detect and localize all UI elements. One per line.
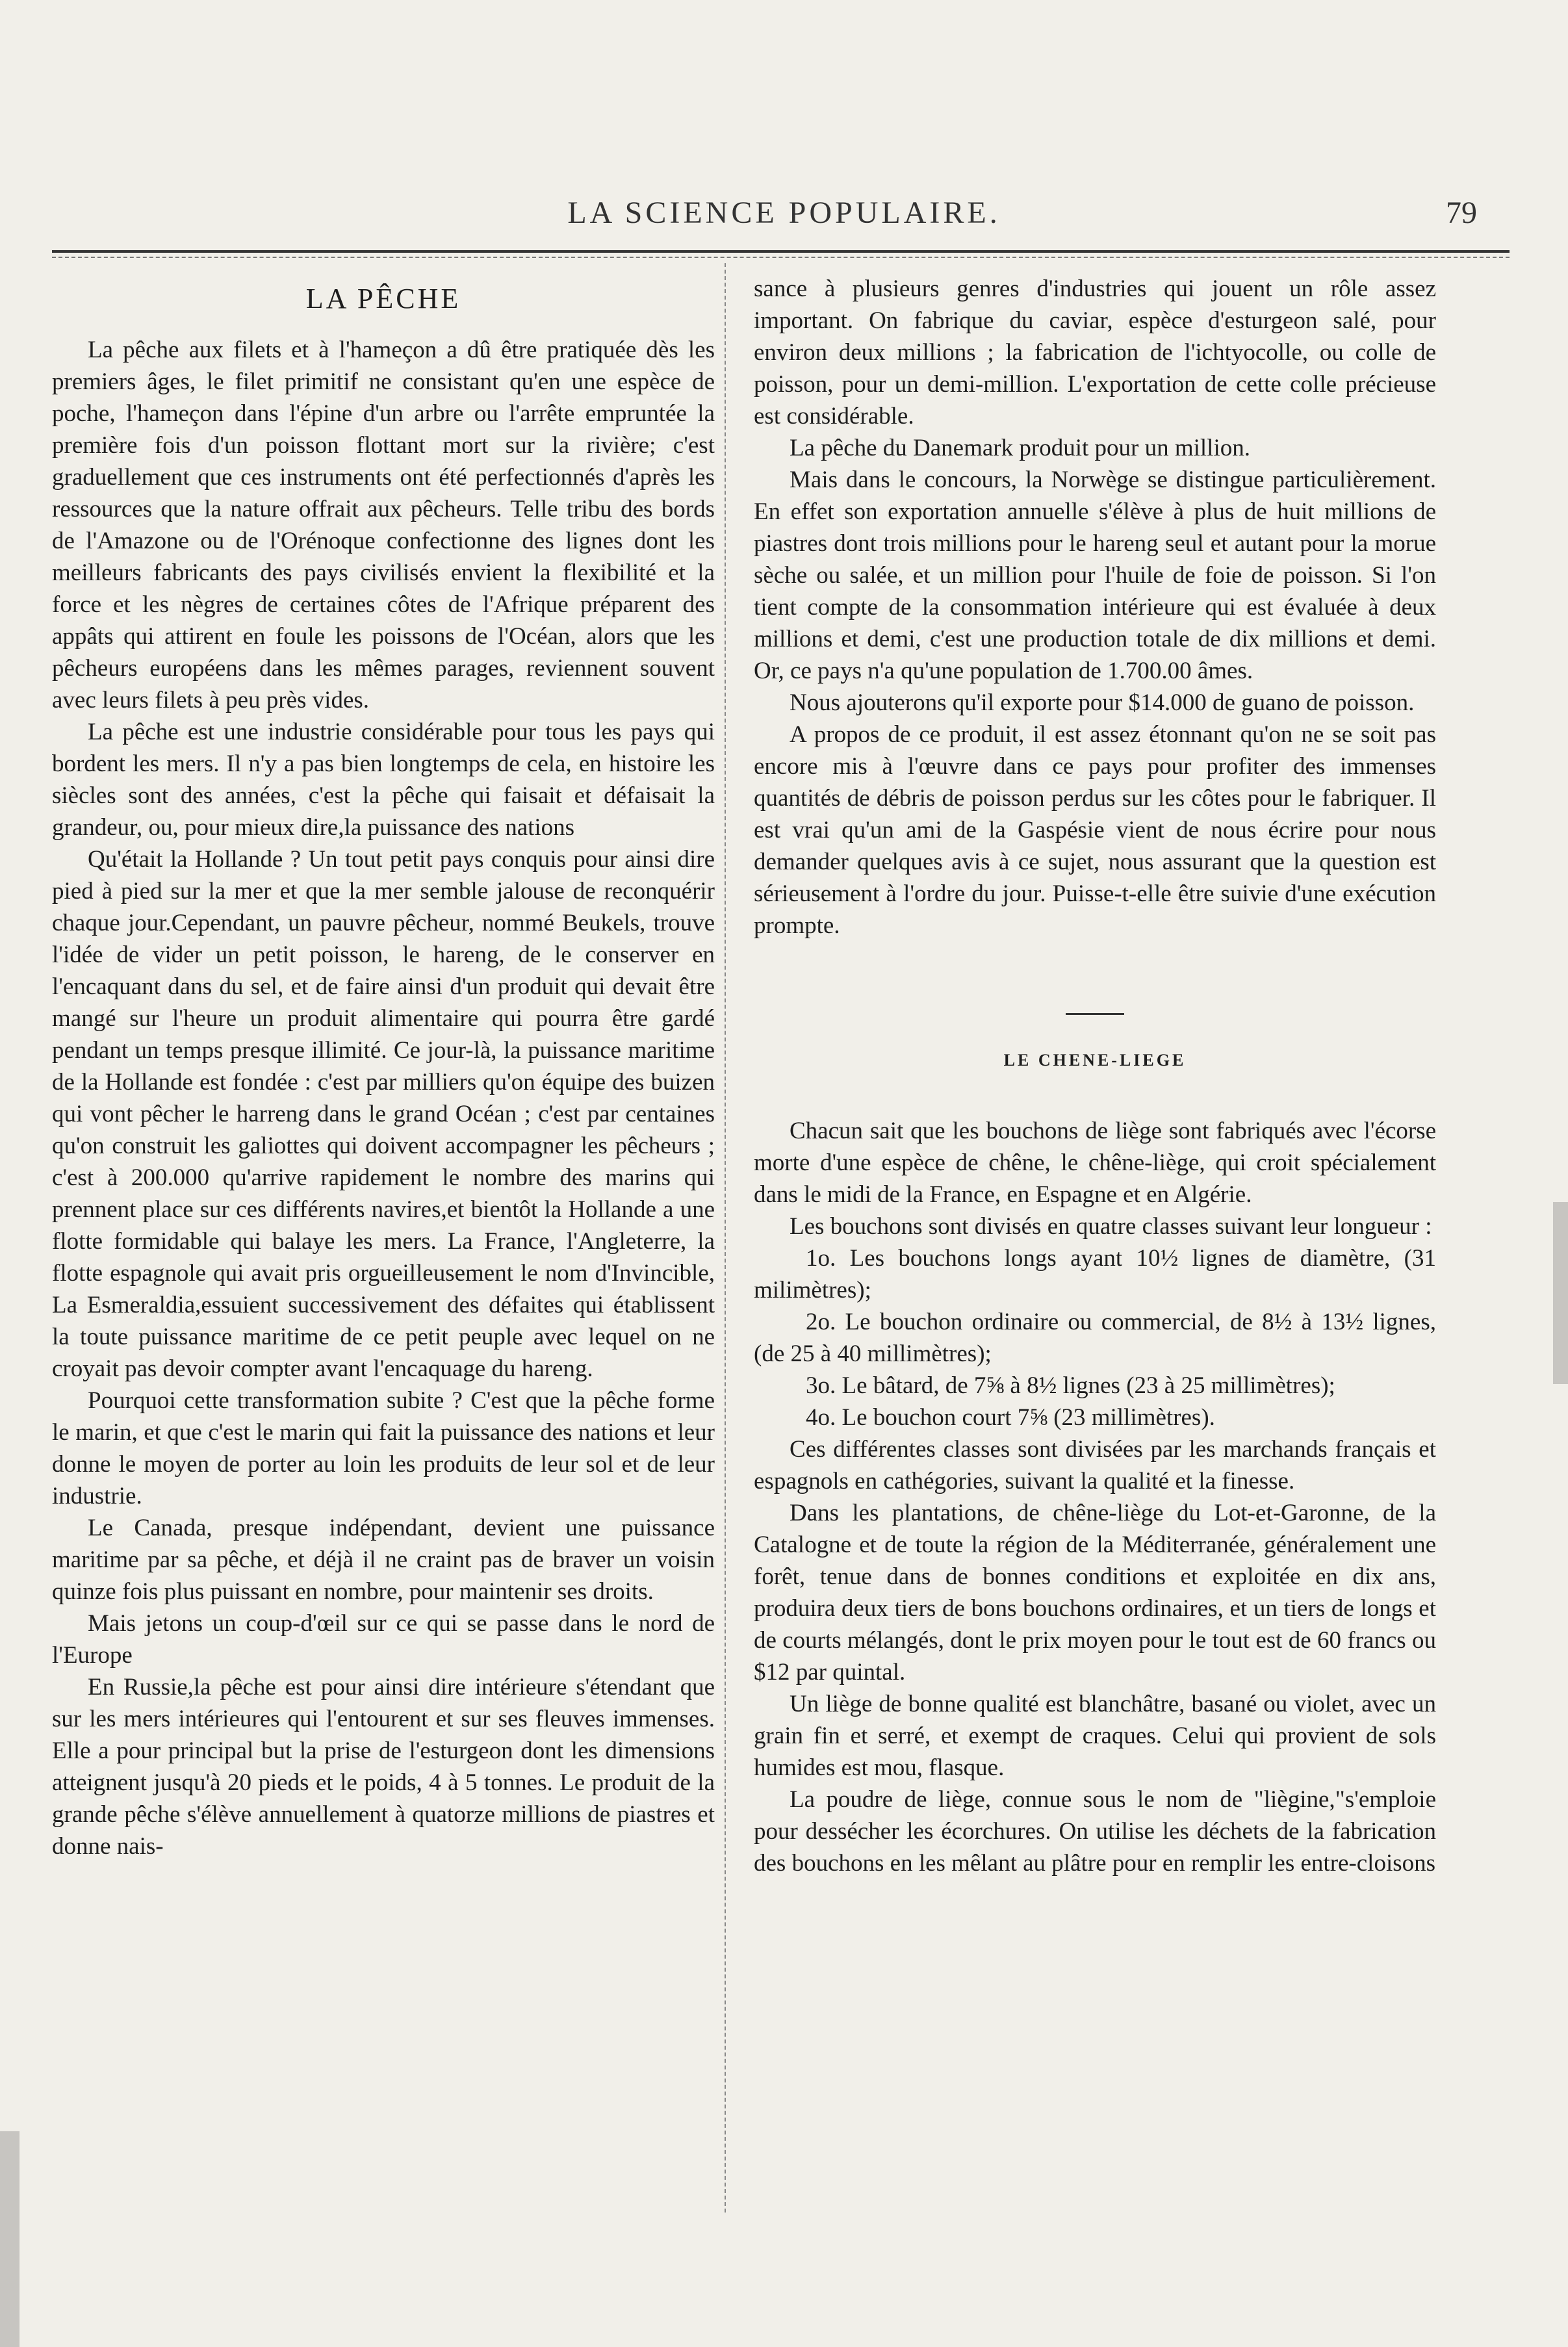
left-column bbox=[52, 273, 715, 1862]
paragraph: Mais dans le concours, la Norwège se distingue particulièrement. En effet son exportation annuelle s'élève à plus de huit millions de piastres dont trois millions pour le hareng seul et autant pour la morue sèche ou salée, et un million pour l'huile de foie de poisson. Si l'on tient compte de la consommation intérieure qui est évaluée à deux millions et demi, c'est une production totale de dix millions et demi. Or, ce pays n'a qu'une population de 1.700.00 âmes. bbox=[754, 467, 1436, 684]
paragraph: Ces différentes classes sont divisées par les marchands français et espagnols en cathégories, suivant la qualité et la finesse. bbox=[754, 1436, 1436, 1494]
paragraph: Les bouchons sont divisés en quatre classes suivant leur longueur : bbox=[790, 1213, 1432, 1240]
running-title: LA SCIENCE POPULAIRE. bbox=[567, 196, 1001, 230]
header-rule-dashed bbox=[52, 257, 1510, 258]
paragraph: La pêche du Danemark produit pour un million. bbox=[790, 435, 1250, 461]
paragraph: Pourquoi cette transformation subite ? C'est que la pêche forme le marin, et que c'est le marin qui fait la puissance des nations et leur donne le moyen de porter au loin les produits de leur sol et de leur industrie. bbox=[52, 1387, 715, 1509]
article-title-la-peche: LA PÊCHE bbox=[305, 283, 461, 314]
list-item: 3o. Le bâtard, de 7⅝ à 8½ lignes (23 à 25 millimètres); bbox=[806, 1372, 1335, 1399]
scan-edge-right bbox=[1553, 1202, 1568, 1384]
article-title-chene-liege: LE CHENE-LIEGE bbox=[1003, 1051, 1187, 1070]
paragraph: Chacun sait que les bouchons de liège sont fabriqués avec l'écorse morte d'une espèce de chêne, le chêne-liège, qui croit spécialement dans le midi de la France, en Espagne et en Algérie. bbox=[754, 1118, 1436, 1208]
list-item: 4o. Le bouchon court 7⅝ (23 millimètres). bbox=[806, 1404, 1215, 1431]
paragraph: Le Canada, presque indépendant, devient une puissance maritime par sa pêche, et déjà il ne craint pas de braver un voisin quinze fois plus puissant en nombre, pour maintenir ses droits. bbox=[52, 1515, 715, 1605]
list-item: 2o. Le bouchon ordinaire ou commercial, de 8½ à 13½ lignes, (de 25 à 40 millimètres); bbox=[754, 1309, 1436, 1367]
list-item: 1o. Les bouchons longs ayant 10½ lignes de diamètre, (31 milimètres); bbox=[754, 1245, 1436, 1303]
page-number: 79 bbox=[1446, 196, 1477, 230]
paragraph: Un liège de bonne qualité est blanchâtre, basané ou violet, avec un grain fin et serré, et exempt de craques. Celui qui provient de sols humides est mou, flasque. bbox=[754, 1691, 1436, 1781]
paragraph: sance à plusieurs genres d'industries qui jouent un rôle assez important. On fabrique du caviar, espèce d'esturgeon salé, pour environ deux millions ; la fabrication de l'ichtyocolle, ou colle de poisson, pour un demi-million. L'exportation de cette colle précieuse est considérable. bbox=[754, 276, 1436, 430]
column-divider bbox=[725, 263, 726, 2212]
paragraph: La poudre de liège, connue sous le nom de "liègine,"s'emploie pour dessécher les écorchures. On utilise les déchets de la fabrication des bouchons en les mêlant au plâtre pour en remplir les entre-cloisons bbox=[754, 1786, 1436, 1877]
scan-edge-left bbox=[0, 2131, 19, 2347]
paragraph: Nous ajouterons qu'il exporte pour $14.000 de guano de poisson. bbox=[790, 689, 1415, 716]
right-column bbox=[754, 273, 1436, 1879]
paragraph: Qu'était la Hollande ? Un tout petit pays conquis pour ainsi dire pied à pied sur la mer et que la mer semble jalouse de reconquérir chaque jour.Cependant, un pauvre pêcheur, nommé Beukels, trouve l'idée de vider un petit poisson, le hareng, de le conserver en l'encaquant dans du sel, et de faire ainsi d'un produit qui devait être mangé sur l'heure un produit alimentaire qui pourra être gardé pendant un temps presque illimité. Ce jour-là, la puissance maritime de la Hollande est fondée : c'est par milliers qu'on équipe des buizen qui vont pêcher le harreng dans le grand Océan ; c'est par centaines qu'on construit les galiottes qui doivent accompagner les pêcheurs ; c'est à 200.000 qu'arrive rapidement le nombre des marins qui prennent place sur ces différents navires,et bientôt la Hollande a une flotte formidable qui balaye les mers. La France, l'Angleterre, la flotte espagnole qui avait pris orgueilleusement le nom d'Invincible, La Esmeraldia,essuient successivement des défaites qui établissent la toute puissance maritime de ce petit peuple avec lequel on ne croyait pas devoir compter avant l'encaquage du hareng. bbox=[52, 846, 715, 1382]
paragraph: Dans les plantations, de chêne-liège du Lot-et-Garonne, de la Catalogne et de toute la région de la Méditerranée, généralement une forêt, tenue dans de bonnes conditions et exploitée en dix ans, produira deux tiers de bons bouchons ordinaires, et un tiers de longs et de courts mélangés, dont le prix moyen pour le tout est de 60 francs ou $12 par quintal. bbox=[754, 1500, 1436, 1686]
paragraph: La pêche est une industrie considérable pour tous les pays qui bordent les mers. Il n'y a pas bien longtemps de cela, en histoire les siècles sont des années, c'est la pêche qui faisait et défaisait la grandeur, ou, pour mieux dire,la puissance des nations bbox=[52, 719, 715, 841]
paragraph: La pêche aux filets et à l'hameçon a dû être pratiquée dès les premiers âges, le filet primitif ne consistant qu'en une espèce de poche, l'hameçon dans l'épine d'un arbre ou l'arrête empruntée la première fois d'un poisson flottant mort sur la rivière; c'est graduellement que ces instruments ont été perfectionnés d'après les ressources que la nature offrait aux pêcheurs. Telle tribu des bords de l'Amazone ou de l'Orénoque confectionne des lignes dont les meilleurs fabricants des pays civilisés envient la flexibilité et la force et les nègres de certaines côtes de l'Afrique préparent des appâts qui attirent en foule les poissons de l'Océan, alors que les pêcheurs européens dans les mêmes parages, reviennent souvent avec leurs filets à peu près vides. bbox=[52, 337, 715, 713]
section-separator bbox=[1066, 1013, 1124, 1015]
paragraph: Mais jetons un coup-d'œil sur ce qui se passe dans le nord de l'Europe bbox=[52, 1610, 715, 1669]
header-rule bbox=[52, 250, 1510, 253]
paragraph: A propos de ce produit, il est assez étonnant qu'on ne se soit pas encore mis à l'œuvre dans ce pays pour profiter des immenses quantités de débris de poisson perdus sur les côtes pour le fabriquer. Il est vrai qu'un ami de la Gaspésie vient de nous écrire pour nous demander quelques avis à ce sujet, nous assurant que la question est sérieusement à l'ordre du jour. Puisse-t-elle être suivie d'une exécution prompte. bbox=[754, 721, 1436, 939]
page-header bbox=[52, 195, 1516, 247]
paragraph: En Russie,la pêche est pour ainsi dire intérieure s'étendant que sur les mers intérieures qui l'entourent et sur ses fleuves immenses. Elle a pour principal but la prise de l'esturgeon dont les dimensions atteignent jusqu'à 20 pieds et le poids, 4 à 5 tonnes. Le produit de la grande pêche s'élève annuellement à quatorze millions de piastres et donne nais- bbox=[52, 1674, 715, 1860]
